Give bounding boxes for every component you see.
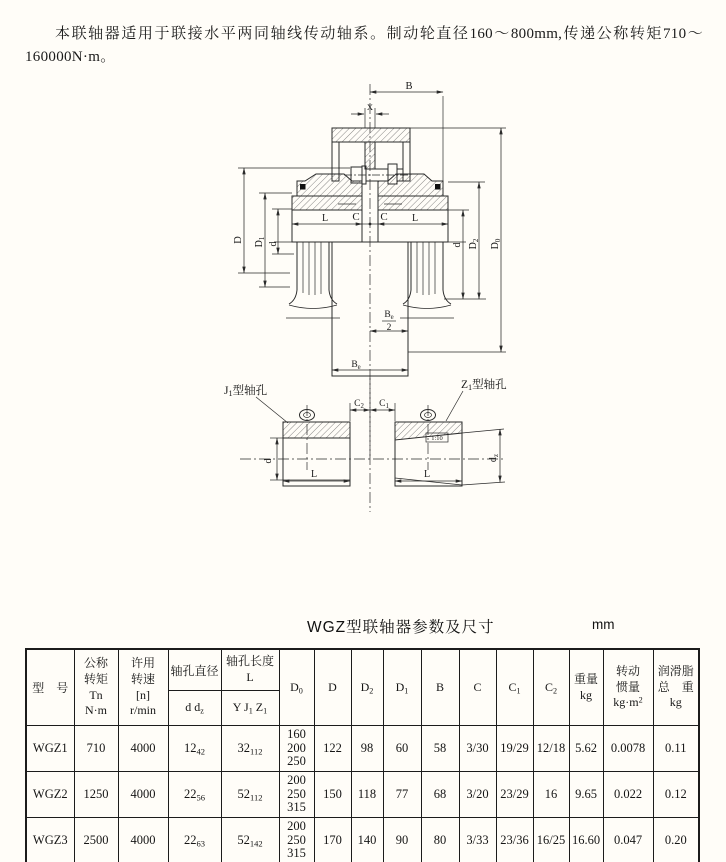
table-cell: 0.022 — [603, 772, 653, 818]
col-header-d2: $D_2$ — [351, 649, 383, 726]
table-title-row — [0, 612, 726, 640]
col-header-d: D — [314, 649, 351, 726]
col-header-model: 型 号 — [26, 649, 74, 726]
dim-label: L — [321, 213, 329, 224]
col-subheader-bore-diameter: d $d_z$ — [168, 691, 221, 726]
dim-label: d — [452, 242, 463, 248]
table-cell: WGZ2 — [26, 772, 74, 818]
table-cell: 200 250 315 — [279, 818, 314, 862]
dim-label: d — [263, 458, 274, 464]
col-header-grease: 润滑脂 总 重 kg — [653, 649, 699, 726]
table-title: WGZ型联轴器参数及尺寸 — [307, 619, 495, 636]
gear-band-left — [292, 196, 362, 210]
table-cell: 200 250 315 — [279, 772, 314, 818]
table-unit-label: mm — [592, 617, 615, 632]
table-cell: 1250 — [74, 772, 118, 818]
table-cell: 19/29 — [496, 726, 533, 772]
gear-band-right — [378, 196, 448, 210]
table-cell: 0.12 — [653, 772, 699, 818]
table-cell: 12/18 — [533, 726, 569, 772]
col-header-speed: 许用 转速 [n] r/min — [118, 649, 168, 726]
table-cell: $12_{42}$ — [168, 726, 221, 772]
table-cell: 16 — [533, 772, 569, 818]
table-cell: $52_{112}$ — [221, 772, 279, 818]
table-cell: 4000 — [118, 772, 168, 818]
right-diameter-dims — [408, 128, 506, 352]
dim-label: 1:10 — [431, 435, 443, 442]
table-cell: $22_{63}$ — [168, 818, 221, 862]
dim-label: $D_1$ — [254, 236, 267, 248]
table-row — [26, 818, 699, 862]
table-cell: 0.0078 — [603, 726, 653, 772]
shaft-hole-detail-view — [240, 378, 505, 512]
table-cell: 9.65 — [569, 772, 603, 818]
dim-label: $B_e$ — [351, 360, 361, 372]
j1-leader-line — [256, 397, 288, 423]
seal-ring-left — [300, 184, 306, 190]
col-header-d1: $D_1$ — [383, 649, 421, 726]
dim-label: L — [411, 213, 419, 224]
intro-paragraph: 本联轴器适用于联接水平两同轴线传动轴系。制动轮直径160～800mm,传递公称转矩710～160000N·m。 — [25, 26, 703, 66]
table-row — [26, 726, 699, 772]
col-subheader-bore-length: Y $J_1$ $Z_1$ — [221, 691, 279, 726]
dim-label: $d_z$ — [488, 453, 501, 463]
table-cell: 23/36 — [496, 818, 533, 862]
dim-label: $D_2$ — [468, 238, 481, 250]
col-header-inertia: 转动 惯量 $kg\cdot m^2$ — [603, 649, 653, 726]
table-cell: WGZ3 — [26, 818, 74, 862]
dim-label: $D_0$ — [490, 238, 503, 250]
table-cell: 122 — [314, 726, 351, 772]
dim-label: L — [310, 469, 318, 480]
dim-label: L — [423, 469, 431, 480]
table-cell: 80 — [421, 818, 459, 862]
table-cell: 60 — [383, 726, 421, 772]
dim-label: D — [233, 236, 244, 244]
dim-label: C — [352, 211, 360, 223]
table-cell: 2500 — [74, 818, 118, 862]
table-cell: 3/30 — [459, 726, 496, 772]
col-header-weight: 重量 kg — [569, 649, 603, 726]
dim-label: J1型轴孔 — [224, 385, 268, 399]
table-cell: 90 — [383, 818, 421, 862]
dim-label: B — [405, 81, 413, 92]
flange-left — [297, 174, 362, 196]
table-row — [26, 772, 699, 818]
dim-label: 2 — [386, 323, 392, 333]
dim-label: $B_e$ — [384, 310, 394, 322]
dim-label: d — [268, 241, 279, 247]
table-cell: $52_{142}$ — [221, 818, 279, 862]
col-header-bore-diameter: 轴孔直径 — [168, 649, 221, 691]
parameters-table — [25, 648, 700, 862]
table-cell: 0.20 — [653, 818, 699, 862]
col-header-torque: 公称 转矩 Tn N·m — [74, 649, 118, 726]
z1-hub — [395, 405, 505, 486]
table-cell: 58 — [421, 726, 459, 772]
table-cell: 77 — [383, 772, 421, 818]
table-cell: 3/20 — [459, 772, 496, 818]
dim-label: X — [366, 102, 374, 112]
table-cell: 5.62 — [569, 726, 603, 772]
table-cell: 170 — [314, 818, 351, 862]
brake-wheel-web — [365, 142, 375, 169]
table-cell: 4000 — [118, 726, 168, 772]
table-cell: 710 — [74, 726, 118, 772]
table-cell: 23/29 — [496, 772, 533, 818]
table-cell: 0.11 — [653, 726, 699, 772]
table-cell: 118 — [351, 772, 383, 818]
dim-label: Z1型轴孔 — [461, 379, 507, 393]
table-cell: $22_{56}$ — [168, 772, 221, 818]
col-header-c1: $C_1$ — [496, 649, 533, 726]
table-cell: 150 — [314, 772, 351, 818]
col-header-b: B — [421, 649, 459, 726]
table-cell: 68 — [421, 772, 459, 818]
table-cell: 140 — [351, 818, 383, 862]
parameters-table-body — [26, 726, 699, 862]
main-section-view — [238, 84, 506, 458]
z1-leader-line — [446, 391, 463, 421]
table-cell: 16.60 — [569, 818, 603, 862]
col-header-bore-length: 轴孔长度 L — [221, 649, 279, 691]
brake-wheel-rim — [332, 128, 410, 142]
col-header-c2: $C_2$ — [533, 649, 569, 726]
dim-label: $C_1$ — [379, 399, 389, 411]
table-cell: $32_{112}$ — [221, 726, 279, 772]
table-cell: 3/33 — [459, 818, 496, 862]
table-cell: 16/25 — [533, 818, 569, 862]
col-header-d0: $D_0$ — [279, 649, 314, 726]
col-header-c: C — [459, 649, 496, 726]
table-cell: 4000 — [118, 818, 168, 862]
dim-label: C — [380, 211, 388, 223]
table-cell: 98 — [351, 726, 383, 772]
seal-ring-right — [435, 184, 441, 190]
table-cell: 0.047 — [603, 818, 653, 862]
dim-label: $C_2$ — [354, 399, 364, 411]
table-cell: WGZ1 — [26, 726, 74, 772]
table-cell: 160 200 250 — [279, 726, 314, 772]
